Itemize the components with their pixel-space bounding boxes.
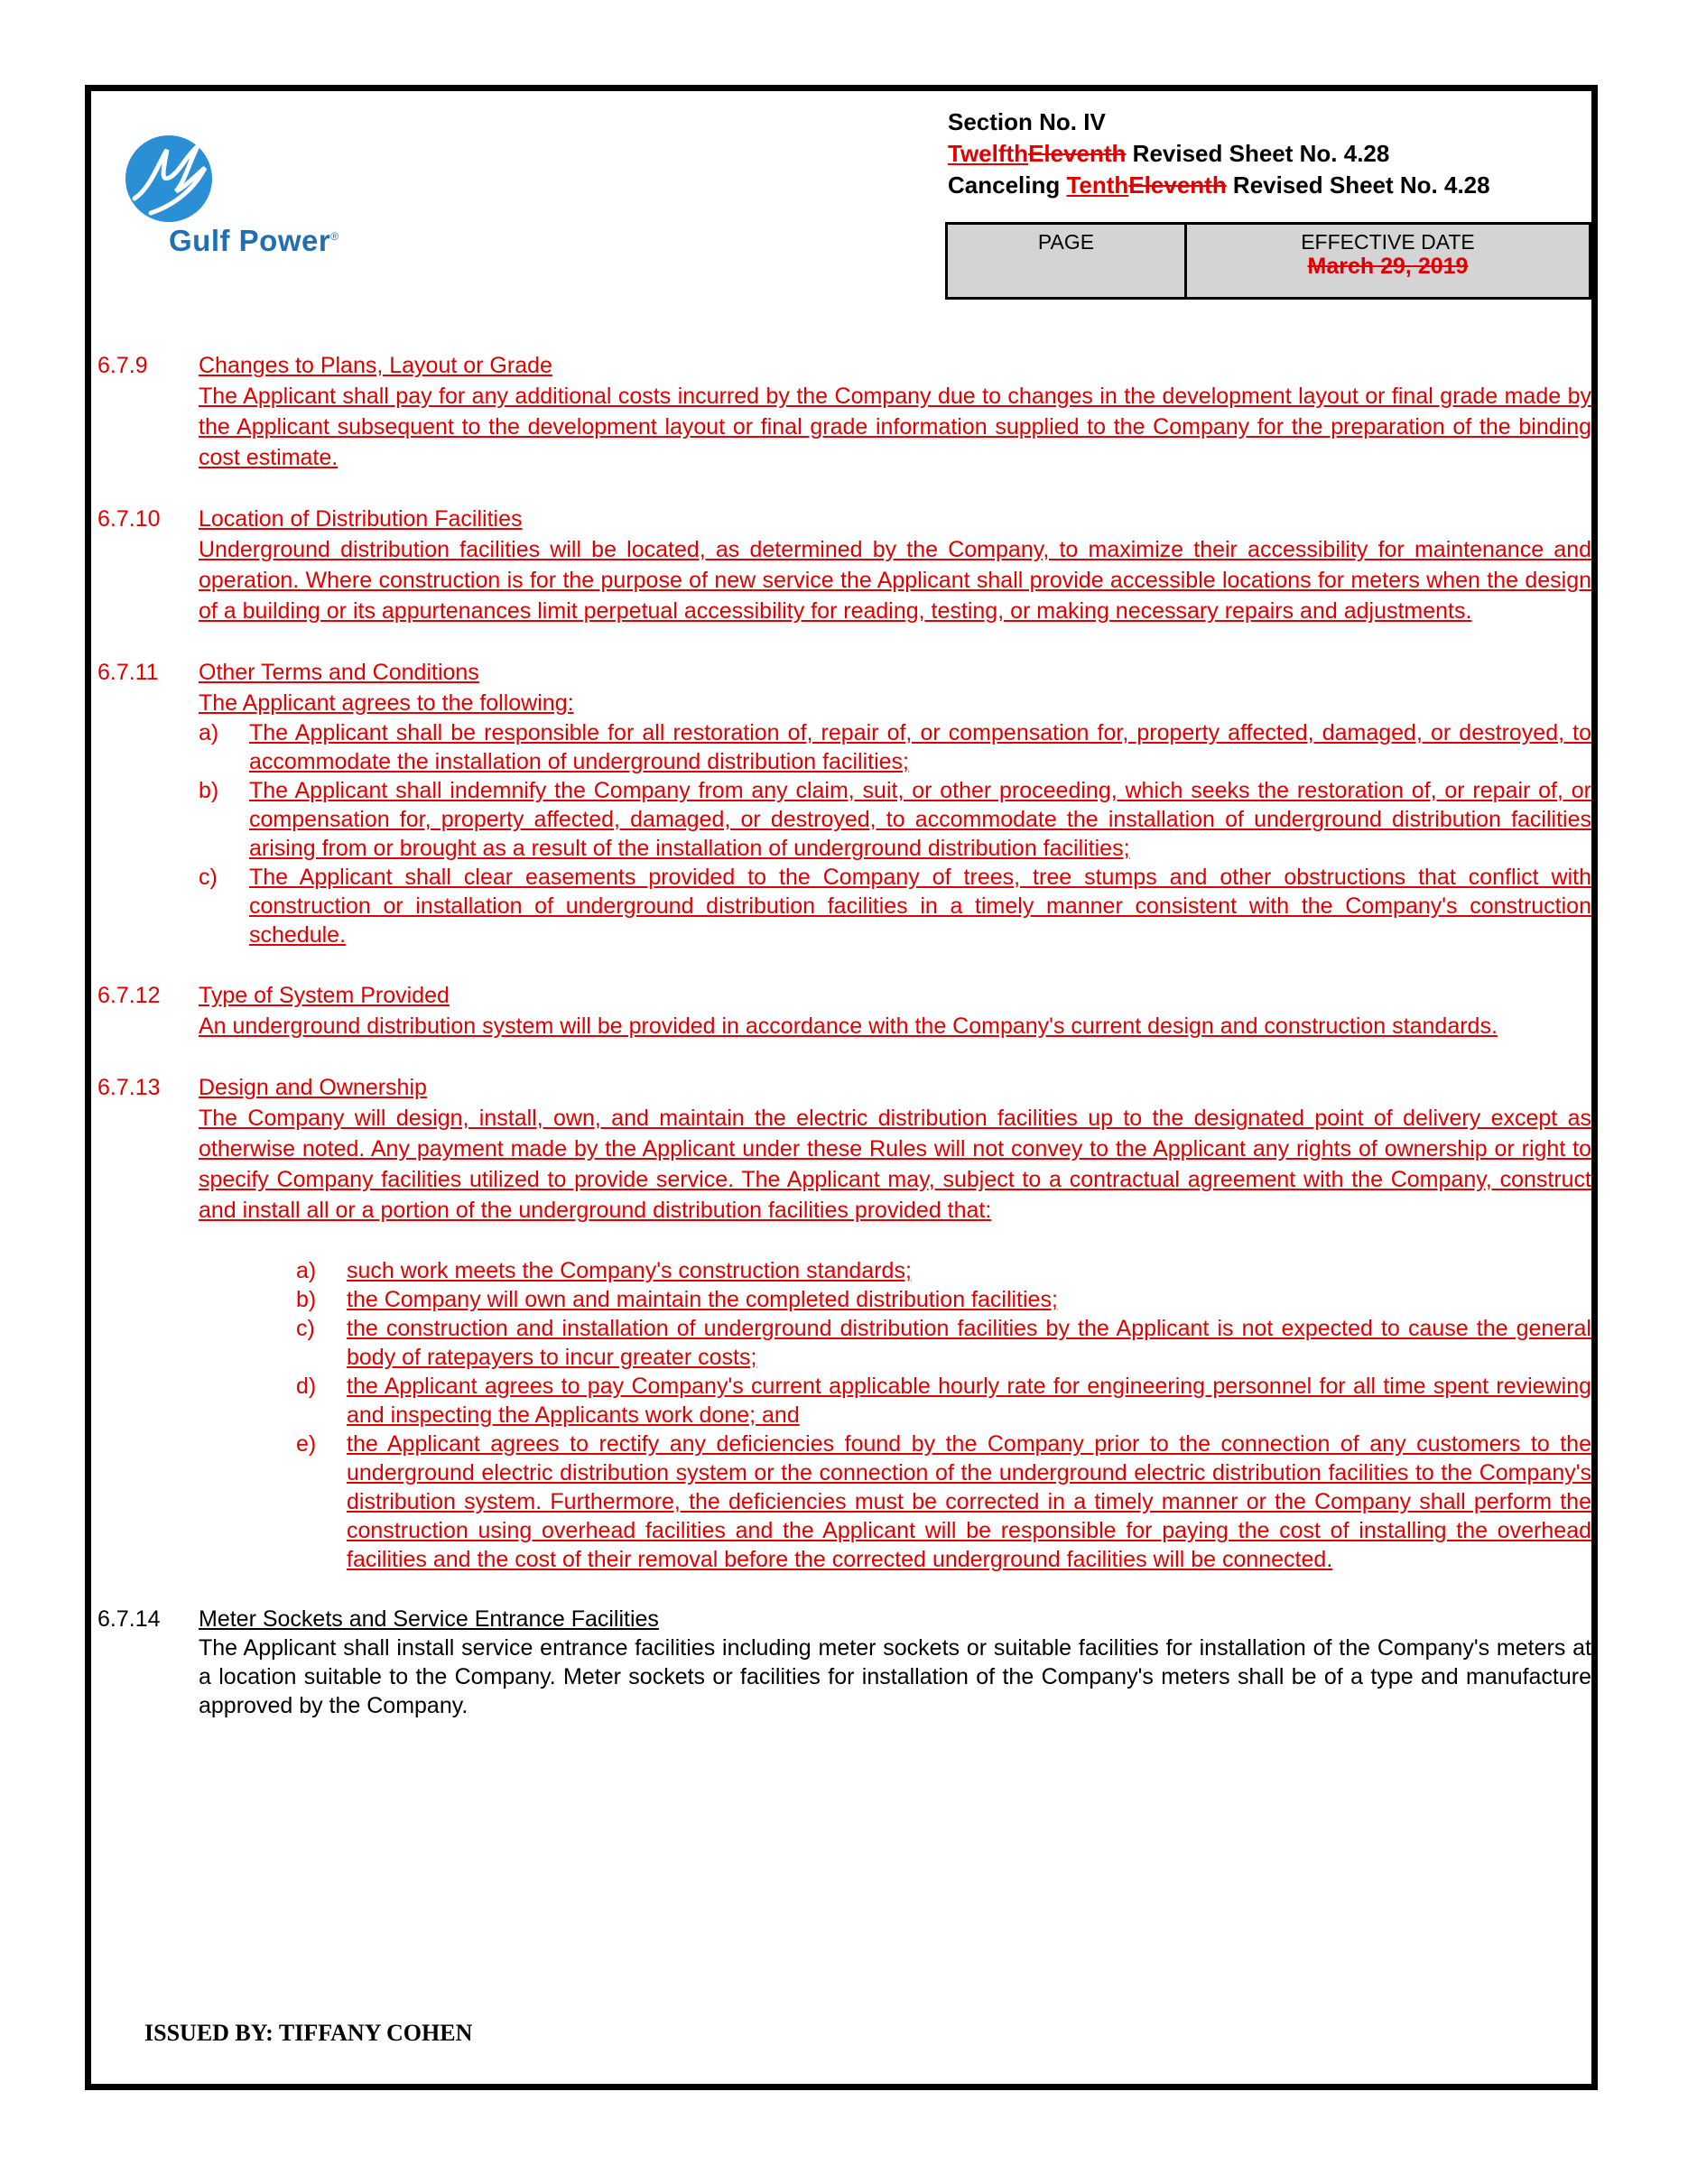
logo-emblem-icon [124, 134, 214, 224]
list-item: e) the Applicant agrees to rectify any deficiencies found by the Company prior to the connection of any customers to the underground electric distribution system or the connection of the underground electric distribution facilities to the Company's distribution system. Furthermore, the deficiencies must be corrected in a timely manner or the Company shall perform the construction using overhead facilities and the Applicant will be responsible for paying the cost of installing the overhead facilities and the cost of their removal before the corrected underground facilities will be connected. [296, 1431, 1591, 1572]
section-number: 6.7.11 [97, 660, 159, 685]
conditions-list [199, 718, 1591, 949]
list-item: a) The Applicant shall be responsible for all restoration of, repair of, or compensation for, property affected, damaged, or destroyed, to accommodate the installation of underground distribution facilities; [199, 720, 1591, 774]
section-body: An underground distribution system will be provided in accordance with the Company's current design and construction standards. [199, 1013, 1498, 1039]
section-body: The Applicant shall pay for any additional costs incurred by the Company due to changes in the development layout or final grade made by the Applicant subsequent to the development layout or final grade information supplied to the Company for the preparation of the binding cost estimate. [199, 384, 1591, 470]
list-item: a) such work meets the Company's construction standards; [296, 1258, 912, 1283]
canceling-sheet-line: Canceling TenthEleventh Revised Sheet No. 4.28 [948, 171, 1490, 199]
section-6-7-10 [97, 504, 1591, 626]
list-item: b) The Applicant shall indemnify the Company from any claim, suit, or other proceeding, which seeks the restoration of, or repair of, or compensation for, property affected, damaged, or destroyed, to accommodate the installation of underground distribution facilities arising from or brought as a result of the installation of underground distribution facilities; [199, 778, 1591, 861]
effective-date-value: March 29, 2019 [1307, 254, 1469, 279]
effective-date-label: EFFECTIVE DATE [1301, 230, 1475, 254]
sheet-header [948, 106, 1490, 201]
section-title: Other Terms and Conditions [199, 660, 479, 685]
provisions-list [97, 1256, 1591, 1574]
section-number: 6.7.9 [97, 353, 148, 378]
section-number: 6.7.14 [97, 1606, 161, 1632]
section-intro: The Applicant agrees to the following: [199, 690, 574, 716]
section-6-7-14 [97, 1605, 1591, 1720]
section-body: Underground distribution facilities will be located, as determined by the Company, to maximize their accessibility for maintenance and operation. Where construction is for the purpose of new service the Applicant shall provide accessible locations for meters when the design of a building or its appurtenances limit perpetual accessibility for reading, testing, or making necessary repairs and adjustments. [199, 537, 1591, 624]
logo-wordmark: Gulf Power® [169, 224, 339, 257]
section-title: Design and Ownership [199, 1075, 427, 1100]
section-body: The Applicant shall install service entrance facilities including meter sockets or suitable facilities for installation of the Company's meters at a location suitable to the Company. Meter sockets or facilities for installation of the Company's meters shall be of a type and manufacture approved by the Company. [199, 1635, 1591, 1718]
gulf-power-logo [124, 134, 413, 260]
section-number: Section No. IV [948, 108, 1106, 135]
section-title: Meter Sockets and Service Entrance Facilities [199, 1606, 659, 1632]
section-6-7-13 [97, 1072, 1591, 1574]
issued-by: ISSUED BY: TIFFANY COHEN [144, 2020, 473, 2046]
section-6-7-12 [97, 980, 1591, 1041]
section-title: Location of Distribution Facilities [199, 506, 523, 532]
effective-date-cell [1187, 225, 1589, 297]
section-body: The Company will design, install, own, and maintain the electric distribution facilities up to the designated point of delivery except as otherwise noted. Any payment made by the Applicant under these Rules will not convey to the Applicant any rights of ownership or right to specify Company facilities utilized to provide service. The Applicant may, subject to a contractual agreement with the Company, construct and install all or a portion of the underground distribution facilities provided that: [199, 1106, 1591, 1223]
section-number: 6.7.10 [97, 506, 161, 532]
list-item: d) the Applicant agrees to pay Company's current applicable hourly rate for engineering personnel for all time spent reviewing and inspecting the Applicants work done; and [296, 1374, 1591, 1428]
section-title: Type of System Provided [199, 983, 450, 1008]
page-label: PAGE [948, 225, 1187, 297]
revised-sheet-line: TwelfthEleventh Revised Sheet No. 4.28 [948, 140, 1390, 167]
document-body [97, 350, 1591, 1751]
list-item: b) the Company will own and maintain the completed distribution facilities; [296, 1287, 1058, 1312]
section-6-7-11 [97, 657, 1591, 949]
section-number: 6.7.12 [97, 983, 161, 1008]
page-effective-date-box [945, 222, 1591, 300]
section-6-7-9 [97, 350, 1591, 473]
section-title: Changes to Plans, Layout or Grade [199, 353, 552, 378]
section-number: 6.7.13 [97, 1075, 161, 1100]
list-item: c) the construction and installation of underground distribution facilities by the Applicant is not expected to cause the general body of ratepayers to incur greater costs; [296, 1316, 1591, 1370]
list-item: c) The Applicant shall clear easements provided to the Company of trees, tree stumps and other obstructions that conflict with construction or installation of underground distribution facilities in a timely manner consistent with the Company's construction schedule. [199, 865, 1591, 948]
